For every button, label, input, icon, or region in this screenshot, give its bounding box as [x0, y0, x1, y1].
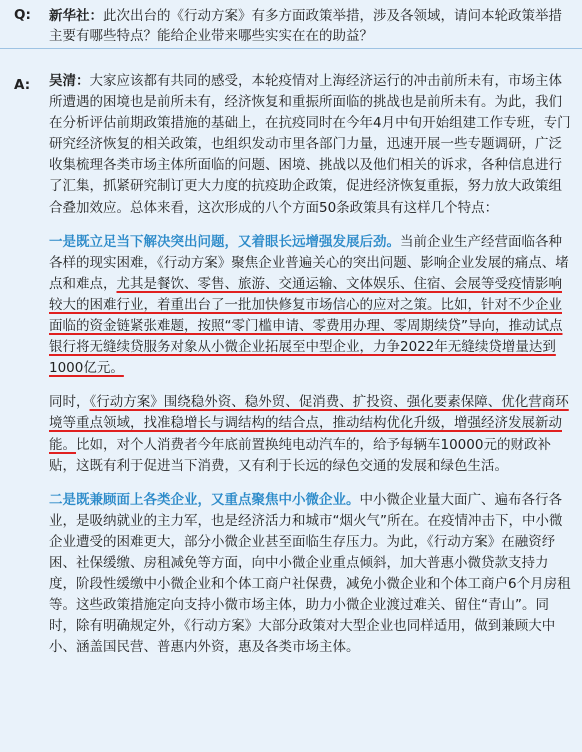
answer-p1-text: 大家应该都有共同的感受，本轮疫情对上海经济运行的冲击前所未有，市场主体所遭遇的困境也是前所未有，经济恢复和重振所面临的挑战也是前所未有。为此，我们在分析评估前期政策措施的基础上，在抗疫同时在今年4月中旬开始组建工作专班，专门研究经济恢复的相关政策，也组织发动市里各部门力量，迅速开展一些专题调研，广泛收集梳理各类市场主体所面临的问题、困境、挑战以及他们相关的诉求，各种信息进行了汇集，抓紧研究制订更大力度的抗疫助企政策，促进经济恢复重振，努力放大政策组合叠加效应。总体来看，这次形成的八个方面50条政策具有这样几个特点： [49, 73, 571, 216]
point-two-heading: 二是既兼顾面上各类企业，又重点聚焦中小微企业。 [49, 491, 360, 508]
answer-paragraph-3 [49, 392, 571, 476]
answer-speaker: 吴清： [49, 73, 90, 89]
question-asker: 新华社： [49, 8, 103, 24]
answer-p2-text: 当前企业生产经营面临各种各样的现实困难，《行动方案》聚焦企业普遍关心的突出问题、影响企业发展的痛点、堵点和难点， [49, 233, 569, 292]
question-body: 此次出台的《行动方案》有多方面政策举措，涉及各领域，请问本轮政策举措主要有哪些特点？能给企业带来哪些实实在在的助益？ [49, 8, 562, 44]
answer-p4-text: 中小微企业量大面广、遍布各行各业，是吸纳就业的主力军，也是经济活力和城市“烟火气”所在。在疫情冲击下，中小微企业遭受的困难更大，部分小微企业甚至面临生存压力。为此，《行动方案》在融资纾困、社保缓缴、房租减免等方面，向中小微企业重点倾斜，加大普惠小微贷款支持力度，阶段性缓缴中小微企业和个体工商户社保费，减免小微企业和个体工商户6个月房租等。这些政策措施定向支持小微市场主体，助力小微企业渡过难关、留住“青山”。同时，除有明确规定外，《行动方案》大部分政策对大型企业也同样适用，做到兼顾大中小、涵盖国民营、普惠内外资，惠及各类市场主体。 [49, 491, 571, 656]
answer-paragraph-1 [49, 71, 571, 219]
question-text [49, 6, 569, 46]
answer-paragraph-2 [49, 232, 571, 380]
answer-p2-underlined: 尤其是餐饮、零售、旅游、交通运输、文体娱乐、住宿、会展等受疫情影响较大的困难行业，着重出台了一批加快修复市场信心的应对之策。比如，针对不少企业面临的资金链紧张难题，按照“零门槛申请、零费用办理、零周期续贷”导向，推动试点银行将无缝续贷服务对象从小微企业拓展至中型企业，力争2022年无缝续贷增量达到1000亿元。 [49, 275, 563, 377]
answer-paragraph-4 [49, 490, 571, 659]
answer-p3-underlined: 《行动方案》围绕稳外资、稳外贸、促消费、扩投资、强化要素保障、优化营商环境等重点领域，找准稳增长与调结构的结合点，推动结构优化升级，增强经济发展新动能。 [49, 394, 569, 453]
answer-label: A: [14, 77, 31, 93]
question-label: Q: [14, 7, 31, 23]
point-one-heading: 一是既立足当下解决突出问题，又着眼长远增强发展后劲。 [49, 233, 400, 250]
question-block [0, 0, 582, 49]
answer-p3-lead: 同时， [49, 394, 90, 411]
answer-p3-text: 比如，对个人消费者今年底前置换纯电动汽车的，给予每辆车10000元的财政补贴，这既有利于促进当下消费，又有利于长远的绿色交通的发展和绿色生活。 [49, 436, 551, 474]
answer-body [49, 71, 571, 671]
